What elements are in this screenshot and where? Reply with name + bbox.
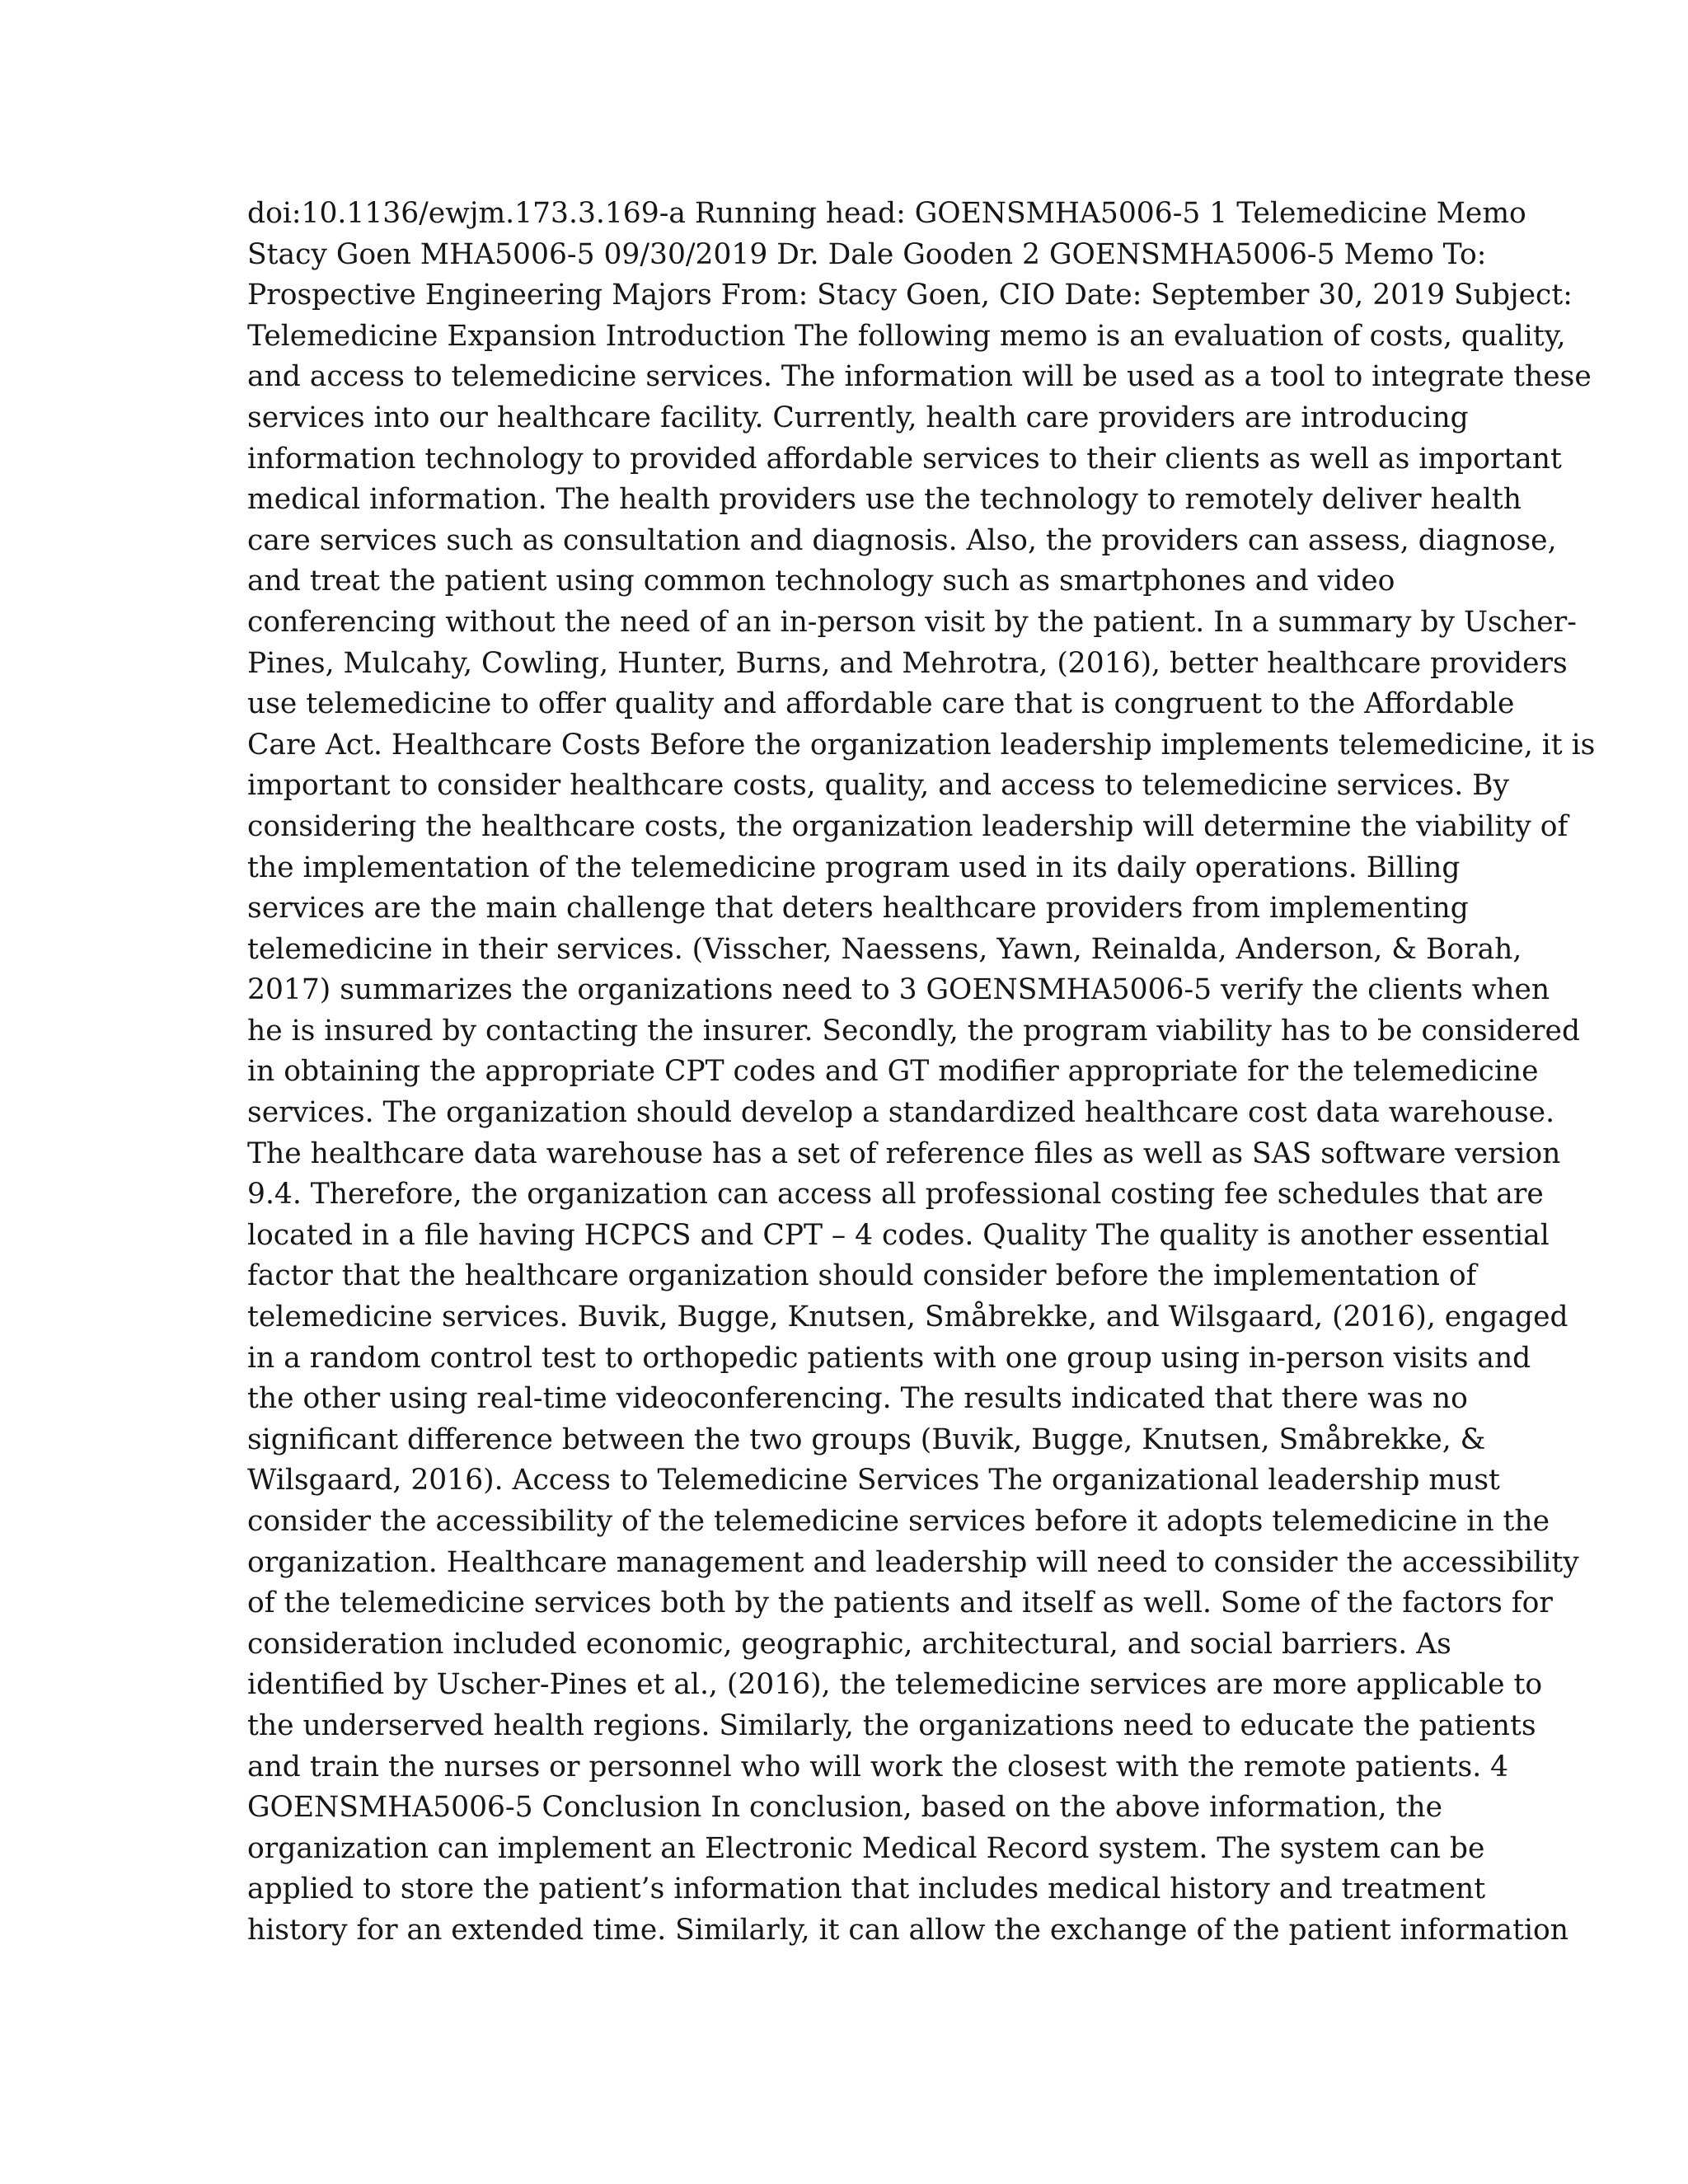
memo-body-text [247, 194, 1596, 1952]
text-line: identified by Uscher-Pines et al., (2016), the telemedicine services are more applicable to [247, 1668, 1543, 1702]
text-line: in obtaining the appropriate CPT codes and GT modifier appropriate for the telemedicine [247, 1055, 1539, 1089]
text-line: Care Act. Healthcare Costs Before the organization leadership implements telemedicine, it is [247, 728, 1596, 762]
text-line: care services such as consultation and diagnosis. Also, the providers can assess, diagnose, [247, 523, 1557, 557]
text-line: services. The organization should develop a standardized healthcare cost data warehouse. [247, 1096, 1555, 1130]
text-line: services into our healthcare facility. Currently, health care providers are introducing [247, 401, 1469, 434]
text-line: organization. Healthcare management and leadership will need to consider the accessibility [247, 1545, 1579, 1579]
text-line: The healthcare data warehouse has a set of reference files as well as SAS software version [247, 1137, 1561, 1170]
text-line: doi:10.1136/ewjm.173.3.169-a Running head: GOENSMHA5006-5 1 Telemedicine Memo [247, 197, 1526, 230]
text-line: organization can implement an Electronic Medical Record system. The system can be [247, 1831, 1485, 1865]
text-line: 2017) summarizes the organizations need to 3 GOENSMHA5006-5 verify the clients when [247, 973, 1550, 1007]
text-line: services are the main challenge that deters healthcare providers from implementing [247, 892, 1469, 926]
text-line: Pines, Mulcahy, Cowling, Hunter, Burns, and Mehrotra, (2016), better healthcare providers [247, 646, 1568, 680]
text-line: Telemedicine Expansion Introduction The following memo is an evaluation of costs, quality, [247, 319, 1566, 353]
text-line: conferencing without the need of an in-person visit by the patient. In a summary by Uscher- [247, 605, 1577, 639]
text-line: consideration included economic, geographic, architectural, and social barriers. As [247, 1627, 1451, 1661]
text-line: and access to telemedicine services. The information will be used as a tool to integrate these [247, 360, 1592, 394]
text-line: factor that the healthcare organization should consider before the implementation of [247, 1259, 1477, 1293]
text-line: telemedicine services. Buvik, Bugge, Knutsen, Småbrekke, and Wilsgaard, (2016), engaged [247, 1301, 1568, 1334]
text-line: information technology to provided affordable services to their clients as well as important [247, 442, 1562, 476]
text-line: 9.4. Therefore, the organization can access all professional costing fee schedules that are [247, 1178, 1544, 1212]
text-line: and train the nurses or personnel who will work the closest with the remote patients. 4 [247, 1750, 1509, 1783]
text-line: Prospective Engineering Majors From: Stacy Goen, CIO Date: September 30, 2019 Subject: [247, 279, 1573, 312]
text-line: and treat the patient using common technology such as smartphones and video [247, 565, 1395, 598]
text-line: the other using real-time videoconferencing. The results indicated that there was no [247, 1382, 1468, 1416]
text-line: use telemedicine to offer quality and affordable care that is congruent to the Affordable [247, 687, 1515, 721]
text-line: history for an extended time. Similarly, it can allow the exchange of the patient information [247, 1913, 1569, 1947]
text-line: of the telemedicine services both by the patients and itself as well. Some of the factors for [247, 1586, 1553, 1620]
text-line: consider the accessibility of the telemedicine services before it adopts telemedicine in the [247, 1505, 1550, 1538]
text-line: in a random control test to orthopedic patients with one group using in-person visits and [247, 1341, 1531, 1375]
text-line: GOENSMHA5006-5 Conclusion In conclusion, based on the above information, the [247, 1791, 1443, 1825]
text-line: significant difference between the two groups (Buvik, Bugge, Knutsen, Småbrekke, & [247, 1422, 1486, 1456]
text-line: he is insured by contacting the insurer. Secondly, the program viability has to be considered [247, 1014, 1581, 1047]
text-line: medical information. The health providers use the technology to remotely deliver health [247, 483, 1522, 517]
text-line: located in a file having HCPCS and CPT – 4 codes. Quality The quality is another essential [247, 1218, 1550, 1252]
text-line: considering the healthcare costs, the organization leadership will determine the viability of [247, 809, 1568, 843]
text-line: applied to store the patient’s information that includes medical history and treatment [247, 1872, 1486, 1906]
text-line: the underserved health regions. Similarly, the organizations need to educate the patients [247, 1708, 1536, 1742]
text-line: important to consider healthcare costs, quality, and access to telemedicine services. By [247, 769, 1509, 803]
text-line: Stacy Goen MHA5006-5 09/30/2019 Dr. Dale Gooden 2 GOENSMHA5006-5 Memo To: [247, 237, 1487, 271]
text-line: the implementation of the telemedicine program used in its daily operations. Billing [247, 851, 1461, 884]
text-line: telemedicine in their services. (Visscher, Naessens, Yawn, Reinalda, Anderson, & Borah, [247, 932, 1522, 966]
text-line: Wilsgaard, 2016). Access to Telemedicine Services The organizational leadership must [247, 1464, 1500, 1497]
